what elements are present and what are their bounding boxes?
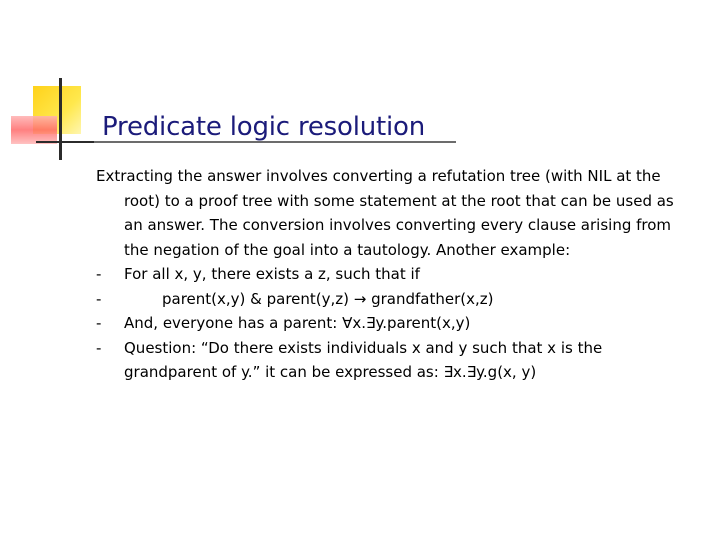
bullet-dash: - xyxy=(96,338,102,357)
bullet-item xyxy=(96,287,686,312)
bullet-text: parent(x,y) & parent(y,z) → grandfather(x,z) xyxy=(162,289,494,308)
bullet-text: Question: “Do there exists individuals x and y such that x is the grandparent of y.” it can be expressed as: ∃x.∃y.g(x, y) xyxy=(124,338,603,381)
slide-body xyxy=(96,164,686,385)
intro-paragraph: Extracting the answer involves converting a refutation tree (with NIL at the root) to a proof tree with some statement at the root that can be used as an answer. The conversion involves converting every clause arising from the negation of the goal into a tautology. Another example: xyxy=(96,167,674,259)
bullet-dash: - xyxy=(96,265,102,283)
bullet-text: And, everyone has a parent: ∀x.∃y.parent(x,y) xyxy=(124,314,471,332)
bullet-dash: - xyxy=(96,289,102,308)
bullet-item xyxy=(96,311,686,336)
decorative-vertical-line xyxy=(59,78,62,160)
bullet-item xyxy=(96,336,686,385)
title-underline-accent xyxy=(36,141,94,143)
bullet-text: For all x, y, there exists a z, such that if xyxy=(124,265,420,283)
bullet-item xyxy=(96,262,686,287)
bullet-list xyxy=(96,262,686,385)
decorative-red-bar xyxy=(11,116,57,144)
slide-title: Predicate logic resolution xyxy=(102,112,426,142)
bullet-dash: - xyxy=(96,314,102,332)
